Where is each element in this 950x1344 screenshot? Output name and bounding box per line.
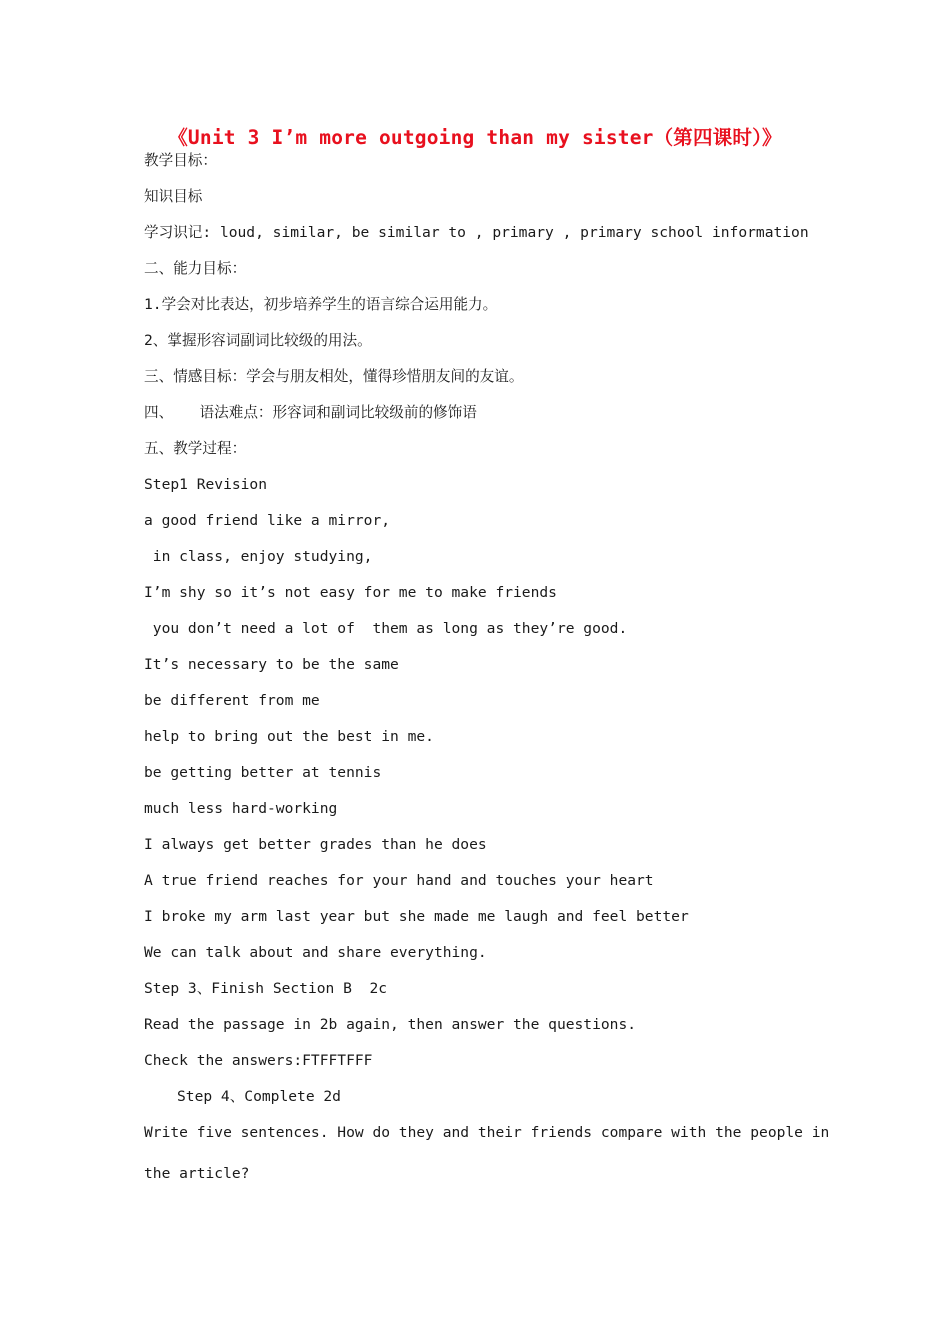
section-heading-process: 五、教学过程： <box>144 440 247 457</box>
section-heading-knowledge: 知识目标 <box>144 188 203 205</box>
emotion-goal: 三、情感目标：学会与朋友相处，懂得珍惜朋友间的友谊。 <box>144 368 524 385</box>
step-1-heading: Step1 Revision <box>144 476 268 493</box>
step-3-answers: Check the answers:FTFFTFFF <box>144 1052 373 1069</box>
ability-goal-1: 1.学会对比表达，初步培养学生的语言综合运用能力。 <box>144 296 498 313</box>
revision-line: a good friend like a mirror, <box>144 512 391 529</box>
grammar-difficulty: 四、 语法难点：形容词和副词比较级前的修饰语 <box>144 404 477 421</box>
step-3-heading: Step 3、Finish Section B 2c <box>144 980 388 997</box>
revision-line: It’s necessary to be the same <box>144 656 399 673</box>
revision-line: be different from me <box>144 692 320 709</box>
revision-line: in class, enjoy studying, <box>144 548 373 565</box>
section-heading-objectives: 教学目标： <box>144 152 217 169</box>
document-body <box>144 151 830 1200</box>
revision-line: We can talk about and share everything. <box>144 944 487 961</box>
revision-line: much less hard-working <box>144 800 338 817</box>
revision-line: help to bring out the best in me. <box>144 728 434 745</box>
revision-line: I broke my arm last year but she made me laugh and feel better <box>144 908 689 925</box>
step-4-instruction-continued: the article? <box>144 1165 250 1182</box>
section-heading-ability: 二、能力目标： <box>144 260 247 277</box>
revision-line: A true friend reaches for your hand and touches your heart <box>144 872 654 889</box>
revision-line: I’m shy so it’s not easy for me to make friends <box>144 584 557 601</box>
step-4-heading: Step 4、Complete 2d <box>177 1088 341 1105</box>
revision-line: I always get better grades than he does <box>144 836 487 853</box>
vocabulary-line: 学习识记: loud, similar, be similar to , primary , primary school information <box>144 224 809 241</box>
revision-line: be getting better at tennis <box>144 764 382 781</box>
ability-goal-2: 2、掌握形容词副词比较级的用法。 <box>144 332 372 349</box>
step-4-instruction: Write five sentences. How do they and their friends compare with the people in <box>144 1124 830 1141</box>
revision-line: you don’t need a lot of them as long as they’re good. <box>144 620 628 637</box>
document-title: 《Unit 3 I’m more outgoing than my sister（第四课时）》 <box>168 126 782 149</box>
step-3-instruction: Read the passage in 2b again, then answer the questions. <box>144 1016 637 1033</box>
